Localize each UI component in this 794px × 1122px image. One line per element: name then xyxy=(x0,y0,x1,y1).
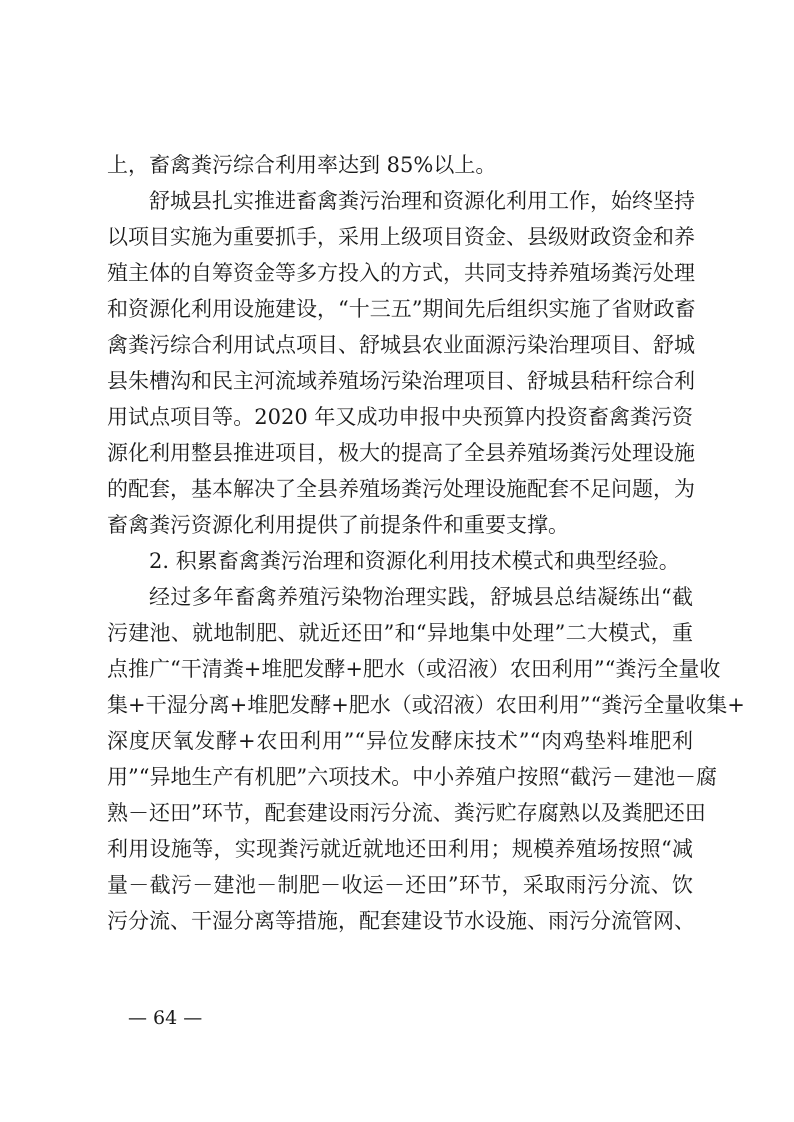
text-line: 深度厌氧发酵+农田利用”“异位发酵床技术”“肉鸡垫料堆肥利 xyxy=(107,729,693,753)
text-line: 集+干湿分离+堆肥发酵+肥水（或沼液）农田利用”“粪污全量收集+ xyxy=(107,693,745,717)
text-line: 污分流、干湿分离等措施，配套建设节水设施、雨污分流管网、 xyxy=(107,909,695,933)
text-line: 殖主体的自筹资金等多方投入的方式，共同支持养殖场粪污处理 xyxy=(107,261,695,285)
text-line: 污建池、就地制肥、就近还田”和“异地集中处理”二大模式，重 xyxy=(107,621,693,645)
section-heading: 2. 积累畜禽粪污治理和资源化利用技术模式和典型经验。 xyxy=(149,549,680,573)
text-line: 熟－还田”环节，配套建设雨污分流、粪污贮存腐熟以及粪肥还田 xyxy=(107,801,706,825)
text-line: 上，畜禽粪污综合利用率达到 85%以上。 xyxy=(107,153,497,177)
text-line: 点推广“干清粪+堆肥发酵+肥水（或沼液）农田利用”“粪污全量收 xyxy=(107,657,721,681)
text-line: 县朱槽沟和民主河流域养殖场污染治理项目、舒城县秸秆综合利 xyxy=(107,369,695,393)
text-line: 用试点项目等。2020 年又成功申报中央预算内投资畜禽粪污资 xyxy=(107,405,693,429)
text-line: 用”“异地生产有机肥”六项技术。中小养殖户按照“截污－建池－腐 xyxy=(107,765,717,789)
page-number: — 64 — xyxy=(128,1007,203,1029)
text-line: 和资源化利用设施建设，“十三五”期间先后组织实施了省财政畜 xyxy=(107,297,696,321)
text-line: 以项目实施为重要抓手，采用上级项目资金、县级财政资金和养 xyxy=(107,225,695,249)
text-line: 舒城县扎实推进畜禽粪污治理和资源化利用工作，始终坚持 xyxy=(149,189,695,213)
text-line: 源化利用整县推进项目，极大的提高了全县养殖场粪污处理设施 xyxy=(107,441,695,465)
text-line: 经过多年畜禽养殖污染物治理实践，舒城县总结凝练出“截 xyxy=(149,585,693,609)
text-line: 利用设施等，实现粪污就近就地还田利用；规模养殖场按照“减 xyxy=(107,837,693,861)
text-line: 畜禽粪污资源化利用提供了前提条件和重要支撑。 xyxy=(107,513,569,537)
text-line: 量－截污－建池－制肥－收运－还田”环节，采取雨污分流、饮 xyxy=(107,873,693,897)
text-line: 禽粪污综合利用试点项目、舒城县农业面源污染治理项目、舒城 xyxy=(107,333,695,357)
text-line: 的配套，基本解决了全县养殖场粪污处理设施配套不足问题，为 xyxy=(107,477,695,501)
